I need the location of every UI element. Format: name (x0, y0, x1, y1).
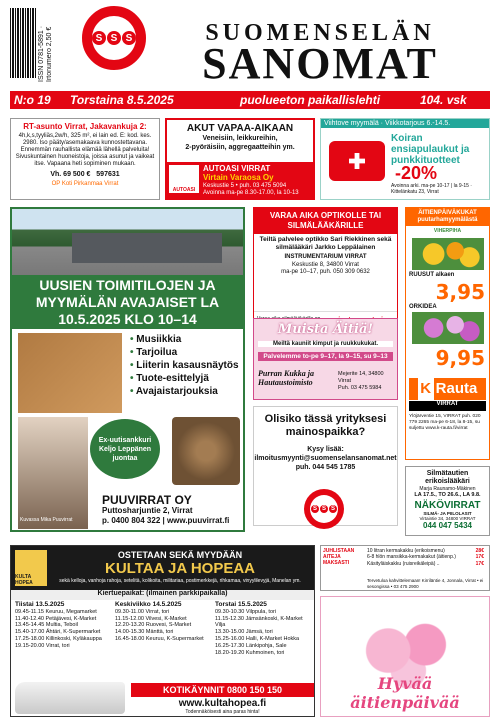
ad-kulta-line2: KULTAA JA HOPEAA (105, 560, 255, 577)
schedule-row: 13.30-15.00 Jämsä, tori (215, 629, 273, 636)
sauna-photo (18, 333, 122, 413)
schedule-row: 18.20-19.20 Kuhmoinen, tori (215, 649, 285, 656)
ad-kr-viher: VIHERPIHA (433, 228, 462, 234)
ad-rt-body: 4h,k,s,tyyliäs,2w/h, 325 m², ei lain ed. E: kod. kes. 2980. Iso pääty/asemakaava kunnostettavana. Ennemmän rauhallista elämää lähellä palveluita! Sivuskuntainen huoneistoja, joissa asunut ja vaikeat itse. Vapaana heti sopiminen mukaan. (15, 133, 155, 167)
schedule-day: Tiistai 13.5.2025 (15, 601, 65, 608)
newspaper-seal-small (304, 489, 344, 529)
ad-puu-company: PUUVIRRAT OY (102, 493, 192, 507)
ad-rt-headline: RT-asunto Virrat, Jakavankuja 2: (23, 122, 147, 131)
k-rauta-text: Rauta (435, 380, 478, 397)
schedule-row: 11.15-12.00 Vilvesi, K-Market (115, 615, 187, 622)
ad-opt-address: Keskustie 8, 34800 Virrat (292, 261, 359, 268)
ad-kr-price2: 9,95 (435, 346, 485, 370)
newspaper-title-top: SUOMENSELÄN (205, 20, 435, 46)
ad-kukka-phone: Puh. 03 475 5984 (338, 385, 382, 391)
ad-kr-price1: 3,95 (435, 280, 485, 304)
list-item: • Tarjoilua (130, 346, 239, 359)
schedule-row: 17.25-18.00 Killinkoski, Kyläkauppa (15, 635, 102, 642)
seal-letter: S (312, 506, 317, 512)
ad-rt-price (14, 171, 156, 178)
ad-nako-address: Virtaintie 34, 34800 VIRRAT (419, 516, 476, 521)
ad-akut-shop2: Virtain Varaosa Oy (203, 173, 274, 182)
ad-akut-address-line: Keskustie 5 • puh. 03 475 5094 (203, 183, 287, 189)
ad-mehu-row-text: 6-8 hlön mansikka-kermakakut (äitienp.) (367, 554, 456, 561)
schedule-row: 16.25-17.30 Länkipohja, Sale (215, 642, 287, 649)
seal-letter: S (321, 506, 326, 512)
schedule-day: Keskiviikko 14.5.2025 (115, 601, 182, 608)
ad-mehu-row-price: 28€ (475, 548, 484, 554)
ad-puu-contact: p. 0400 804 322 | www.puuvirrat.fi (102, 516, 230, 525)
ad-nakovirrat[interactable] (405, 466, 490, 536)
ad-rt-asunto[interactable] (10, 118, 160, 200)
roses-photo (412, 238, 484, 270)
ad-kulta-web[interactable]: www.kultahopea.fi (178, 698, 267, 709)
seal-letter: S (330, 506, 335, 512)
schedule-row: 09.30-10.30 Vilppula, tori (215, 608, 277, 615)
ad-kulta-sub: Kiertuepaikat: (ilmainen parkkipaikalla) (11, 590, 314, 600)
list-item: • Musiikkia (130, 333, 239, 346)
ad-mehu-left: JUHLISTAAN AITEJA MAKSASTI (323, 548, 355, 566)
ad-akut-line1: Veneisiin, leikkureihin, (202, 135, 278, 142)
schedule-row: 14.00-15.30 Mänttä, tori (115, 629, 174, 636)
ad-mehu-rows (367, 548, 487, 567)
issue-date: Torstaina 8.5.2025 (70, 93, 174, 107)
person-photo (18, 417, 88, 529)
ad-kukka-address (338, 371, 397, 392)
ad-koira-banner: Viihtove myymälä · Viikkotarjous 6.-14.5. (321, 119, 489, 128)
ad-mainospaikka[interactable] (253, 406, 398, 526)
firewood-photo (172, 417, 240, 485)
ad-puu-address (102, 506, 229, 526)
ad-kr-top: ÄITIENPÄIVÄKUKAT puutarhamyymälästä (406, 208, 489, 226)
kulta-hopea-logo: KULTA HOPEA (15, 550, 47, 586)
masthead (0, 0, 500, 90)
schedule-column (215, 602, 313, 656)
issue-tagline: puolueeton paikallislehti (240, 93, 381, 107)
ad-koira-foot: Avoinna arki. ma-pe 10-17 | la 9-15 · Kittelänkatu 23, Virrat (391, 183, 472, 195)
ad-opt-text: Teiltä palvelee optikko Sari Riekkinen sekä silmälääkäri Jarkko Leppälainen (259, 236, 392, 251)
k-rauta-logo (409, 378, 486, 400)
ad-kulta-line3: sekä kelloja, vanhoja rahoja, setelitä, kolikoita, militariaa, postimerkkejä, rihkamaa, vinyylilevyjä, Manelan ym. (59, 578, 301, 584)
ad-kr-item1: RUUSUT alkaen (409, 272, 455, 278)
ad-koira-ensiapu[interactable] (320, 118, 490, 200)
ad-olisi-headline: Olisiko tässä yrityksesi mainospaikka? (264, 413, 387, 438)
ad-rt-agent: OP Koti Pirkanmaa Virrat (51, 181, 119, 187)
nakovirrat-logo: NÄKÖVIRRAT (414, 500, 481, 511)
ad-kukka-street: Mejerite 14, 34800 Virrat (338, 371, 384, 384)
ad-nako-dates: LA 17.5., TO 26.6., LA 9.8. (414, 492, 481, 498)
schedule-row: 15.25-16.00 Halli, K-Market Hokka (215, 635, 300, 642)
ad-kukka-headline: Muista Äitiä! (277, 322, 374, 337)
ad-puu-bullets (130, 333, 239, 398)
schedule-row: 11.40-12.40 Petäjävesi, K-Market (15, 615, 97, 622)
schedule-row: 13.45-14.45 Multia, Teboil (15, 622, 78, 629)
ad-k-rauta[interactable] (405, 207, 490, 460)
ad-mehu-row-price: 17€ (475, 560, 484, 567)
schedule-column (15, 602, 113, 650)
issue-bar (10, 91, 490, 109)
schedule-row: 09.30-11.00 Virrat, tori (115, 608, 170, 615)
barcode (10, 8, 36, 78)
ad-koira-discount: -20% (395, 163, 438, 183)
ad-aiti-text: Hyvää äitienpäivää (350, 674, 460, 712)
ad-akut-line2: 2-pyöräisiin, aggregaatteihin ym. (185, 144, 295, 151)
first-aid-kit-icon (329, 141, 385, 181)
ad-puu-street: Puttosharjuntie 2, Virrat (102, 506, 193, 515)
ad-puu-bubble: Ex-uutisankkuri Keljo Leppänen juontaa (90, 419, 160, 479)
ad-kulta-phone: KOTIKÄYNNIT 0800 150 150 (131, 683, 314, 697)
ad-opt-headline: VARAA AIKA OPTIKOLLE TAI SILMÄLÄÄKÄRILLE (254, 208, 397, 234)
ad-kukka-shop: Purran Kukka ja Hautaustoimisto (258, 369, 315, 387)
schedule-row: 16.45-18.00 Keuruu, K-Supermarket (115, 635, 204, 642)
ad-rt-price-value: Vh. 69 500 € (50, 171, 91, 178)
ad-rt-ref: 597631 (96, 171, 120, 178)
schedule-row: 09.45-11.15 Keuruu, Megamarket (15, 608, 97, 615)
ad-nako-sub: SILMÄ- JA PIILOLASIT (423, 511, 472, 516)
list-item (367, 561, 487, 567)
ad-kulta-header (11, 546, 314, 590)
ad-mehu-foot: Tervetuloa kahvittelemaan! Kirriläntie 4, Jonnala, Virrat • ei sesongissa • 03 475 2900 (367, 578, 484, 589)
ad-olisi-line1: Kysy lisää: (307, 446, 344, 453)
issue-volume: 104. vsk (420, 93, 467, 107)
schedule-day: Torstai 15.5.2025 (215, 601, 267, 608)
schedule-row: 15.40-17.00 Ähtäri, K-Supermarket (15, 629, 101, 636)
ad-opt-hours: ma-pe 10–17, puh. 050 309 0632 (281, 269, 370, 275)
schedule-row: 12.20-13.20 Ruovesi, S-Market (115, 622, 192, 629)
ad-kakut[interactable] (320, 545, 490, 591)
newspaper-seal-logo (82, 6, 146, 70)
ad-optikko[interactable] (253, 207, 398, 332)
ad-nako-phone: 044 047 5434 (423, 521, 472, 530)
seal-letter: S (107, 31, 121, 45)
schedule-row: 19.15-20.00 Virrat, tori (15, 642, 70, 649)
ad-kulta-web2: Todennäköisesti aina paras hinta! (185, 709, 260, 715)
list-item: • Liiterin kasausnäytös (130, 359, 239, 372)
orchid-photo (412, 312, 484, 344)
issue-number: N:o 19 (14, 93, 51, 107)
ad-kukka-line1: Meiltä kauniit kimput ja ruukkukukat. (258, 341, 393, 347)
ad-puu-headline: UUSIEN TOIMITILOJEN JA MYYMÄLÄN AVAJAISET LA 10.5.2025 KLO 10–14 (12, 275, 243, 329)
van-photo (15, 682, 125, 714)
ad-kulta-line1: OSTETAAN SEKÄ MYYDÄÄN (117, 550, 243, 560)
ad-olisi-contact (254, 445, 397, 472)
ad-purran-kukka[interactable] (253, 318, 398, 400)
ad-kr-item2: ORKIDEA (409, 304, 437, 310)
ad-akut-footer (167, 162, 313, 198)
seal-letter: S (122, 31, 136, 45)
ad-akut-hours: Avoinna ma-pe 8.30-17.00, la 10-13 (203, 190, 299, 196)
schedule-row: 11.15-12.30 Jämsänkoski, K-Market Vilja (215, 615, 303, 629)
ad-akut-headline: AKUT VAPAA-AIKAAN (186, 123, 294, 134)
k-logo-letter: K (418, 378, 434, 400)
photo-caption: Kuvassa Mika Puuvirrat (20, 517, 73, 523)
ad-mehu-row-text: Käsityläiskakku (ruisreikäleipä) .. (367, 560, 440, 567)
ad-koira-headline: Koiran ensiapulaukut ja punkkituotteet (391, 133, 470, 166)
ad-opt-store: INSTRUMENTARIUM VIRRAT (284, 254, 367, 260)
ad-mehu-row-text: 10 litran kermakakku (erikoismenu) (367, 548, 445, 554)
ad-akut-shop: AUTOASI VIRRAT (203, 164, 271, 173)
ad-olisi-phone: puh. 044 545 1785 (295, 464, 356, 471)
newspaper-title-main: SANOMAT (202, 39, 438, 88)
ad-puuvirrat[interactable] (10, 207, 245, 532)
ad-kukka-line2: Palvelemme to-pe 9–17, la 9–15, su 9–13 (258, 352, 393, 361)
ad-kr-address: Ylöjärventie 15, VIRRAT puh. 020 779 2265 ma-pe 6-18, la 8-15, su suljettu www.k-rauta.fi/virrat (409, 414, 481, 432)
list-item: • Tuote-esittelyjä (130, 372, 239, 385)
building-photo (12, 209, 243, 277)
ad-akut[interactable] (165, 118, 315, 200)
ad-olisi-email[interactable]: ilmoitusmyynti@suomenselansanomat.net (254, 455, 397, 462)
schedule-column (115, 602, 213, 643)
ad-nako-doctor: Marja Raunamo-Mäkinen (419, 486, 476, 492)
ad-mehu-row-price: 17€ (475, 554, 484, 561)
ad-kr-sub: VIRRAT (409, 401, 486, 411)
list-item: • Avajaistarjouksia (130, 385, 239, 398)
barcode-text: ISSN 0781-5891 · Irtonumero 2,50 € (38, 25, 53, 82)
seal-letter: S (92, 31, 106, 45)
ad-kultahopea[interactable] (10, 545, 315, 717)
autoasi-logo: AUTOASI (169, 165, 199, 193)
ad-nako-headline: Silmätautien erikoislääkäri (425, 470, 470, 485)
ad-akut-address (203, 183, 299, 197)
ad-aitienpaiva[interactable] (320, 596, 490, 717)
